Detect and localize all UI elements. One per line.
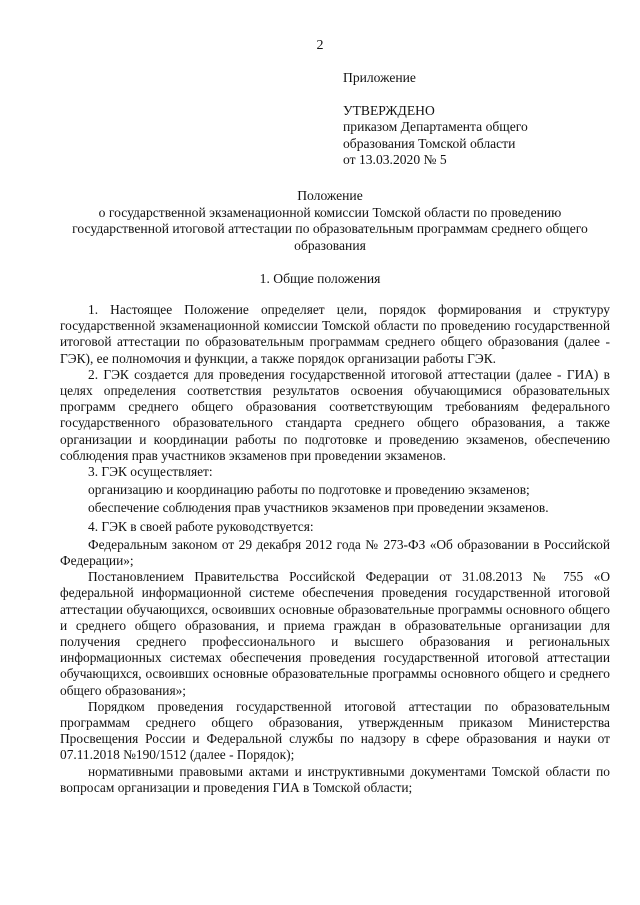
document-title-subject: о государственной экзаменационной комиссии Томской области по проведению государственной итоговой аттестации по образовательным программам среднего общего образования bbox=[72, 204, 588, 253]
order-line-2: образования Томской области bbox=[343, 135, 516, 151]
paragraph-2: 2. ГЭК создается для проведения государственной итоговой аттестации (далее - ГИА) в целях определения соответствия результатов освоения обучающимися образовательных программ среднего общего образования соответствующим требованиям федерального государственного образовательного стандарта среднего общего образования, а также организации и координации работы по подготовке и проведению экзаменов, обеспечению соблюдения прав участников экзаменов при проведении экзаменов. bbox=[60, 366, 610, 463]
paragraph-4-item-d: нормативными правовыми актами и инструктивными документами Томской области по вопросам организации и проведения ГИА в Томской области; bbox=[60, 763, 610, 795]
paragraph-4-item-a: Федеральным законом от 29 декабря 2012 года № 273-ФЗ «Об образовании в Российской Федерации»; bbox=[60, 536, 610, 569]
paragraph-3-item-a: организацию и координацию работы по подготовке и проведению экзаменов; bbox=[88, 482, 530, 498]
appendix-label: Приложение bbox=[343, 70, 416, 85]
order-line-1: приказом Департамента общего bbox=[343, 119, 528, 134]
paragraph-4-item-c: Порядком проведения государственной итоговой аттестации по образовательным программам среднего общего образования, утвержденным приказом Министерства Просвещения России и Федеральной службы по надзору в сфере образования и науки от 07.11.2018 №190/1512 (далее - Порядок); bbox=[60, 698, 610, 763]
approved-stamp-label: УТВЕРЖДЕНО bbox=[343, 102, 435, 118]
document-title bbox=[55, 188, 605, 254]
paragraph-4: 4. ГЭК в своей работе руководствуется: bbox=[88, 518, 314, 534]
paragraph-3: 3. ГЭК осуществляет: bbox=[88, 464, 213, 480]
section-heading: 1. Общие положения bbox=[259, 271, 381, 286]
page-number: 2 bbox=[316, 38, 324, 53]
document-body bbox=[60, 302, 610, 796]
order-date-line: от 13.03.2020 № 5 bbox=[343, 152, 447, 167]
approval-block bbox=[343, 70, 583, 169]
paragraph-3-item-b: обеспечение соблюдения прав участников экзаменов при проведении экзаменов. bbox=[88, 500, 549, 516]
paragraph-1: 1. Настоящее Положение определяет цели, порядок формирования и структуру государственной экзаменационной комиссии Томской области по проведению государственной итоговой аттестации по образовательным программам среднего общего образования (далее - ГЭК), ее полномочия и функции, а также порядок организации работы ГЭК. bbox=[60, 302, 610, 366]
document-title-heading: Положение bbox=[297, 188, 363, 203]
paragraph-4-item-b: Постановлением Правительства Российской Федерации от 31.08.2013 № 755 «О федеральной информационной системе обеспечения проведения государственной итоговой аттестации обучающихся, освоивших основные образовательные программы основного общего и среднего общего образования, и приема граждан в образовательные организации для получения среднего профессионального и высшего образования и региональных информационных системах обеспечения проведения государственной итоговой аттестации обучающихся, освоивших основные образовательные программы основного общего и среднего общего образования»; bbox=[60, 569, 610, 698]
